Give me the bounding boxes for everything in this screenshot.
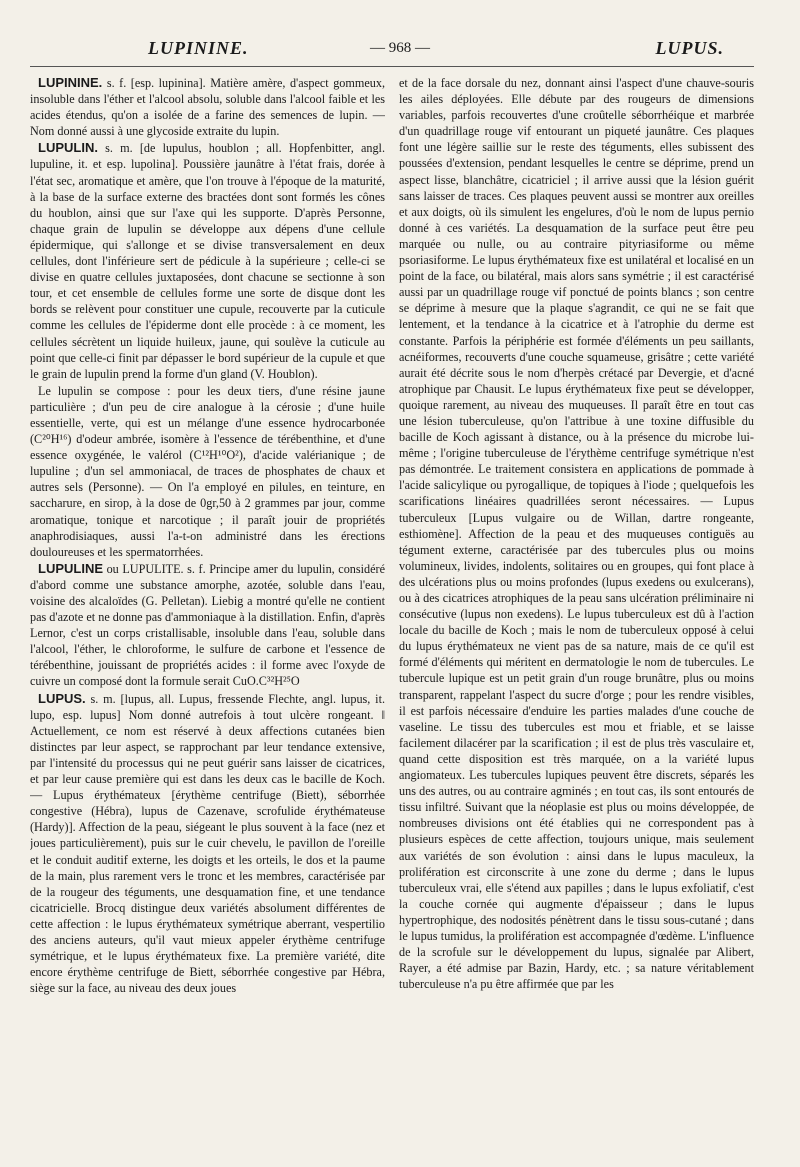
running-head bbox=[30, 30, 754, 67]
entry-lupuline bbox=[30, 561, 385, 690]
lupus-continued-text: et de la face dorsale du nez, donnant ainsi l'aspect d'une chauve-souris les ailes déployées. Elle débute par des rougeurs de dimensions variables, parfois recouvertes d'une croûtelle séborrhéique et marbrée d'un quadrillage rouge vif entourant un piqueté jaunâtre. Ces plaques font une légère saillie sur le reste des téguments, elles subissent des poussées d'extension, pendant lesquelles le centre se déprime, prend un aspect lisse, blanchâtre, cicatriciel ; il arrive aussi que la lésion guérit sans laisser de traces. Ces plaques peuvent aussi se montrer aux oreilles et aux doigts, où ils simulent les engelures, d'où le nom de lupus pernio donné à ces variétés. La desquamation de la surface peut être peu marquée ou nulle, ou au contraire pityriasiforme ou même psoriasiforme. Le lupus érythémateux fixe est unilatéral et localisé en un point de la face, ou bilatéral, mais alors sans symétrie ; il est caractérisé aussi par un quadrillage rouge vif ponctué de points blancs ; son centre se déprime à mesure que la plaque s'agrandit, ce qui ne se fait que lentement, et la tendance à la cicatrice et à l'atrophie du derme est constante. Parfois la périphérie est formée d'éléments un peu saillants, acnéiformes, recouverts d'une couche squameuse, grisâtre ; cette variété aurait été décrite sous le nom d'herpès crétacé par Devergie, et d'acné atrophique par Chausit. Le lupus érythémateux fixe peut se développer, quoique rarement, au niveau des muqueuses. Il paraît être en tout cas une lésion tuberculeuse, qu'on l'attribue à une toxine diffusible du bacille de Koch agissant à distance, ou à la présence du microbe lui-même ; l'origine tuberculeuse de l'érythème centrifuge symétrique n'est pas démontrée. Le traitement consistera en applications de pommade à l'acide salicylique ou pyrogallique, de topiques à l'iode ; quelquefois les scarifications linéaires quadrillées seront nécessaires. — Lupus tuberculeux [Lupus vulgaire ou de Willan, dartre rongeante, esthiomène]. Affection de la peau et des muqueuses contiguës au tégument externe, caractérisée par des tubercules plus ou moins volumineux, livides, indolents, solitaires ou en groupes, qui font place à des ulcérations plus ou moins profondes (lupus exedens ou exulcerans), ou à des cicatrices atrophiques de la peau sans ulcération préliminaire ni consécutive (lupus non exedens). Le lupus tuberculeux est dû à l'action locale du bacille de Koch ; mais le nom de tuberculeux opposé à celui du lupus érythémateux ne vient pas de sa nature, mais de ce qu'il est formé d'éléments qui méritent en dermatologie le nom de tubercules. Le tubercule lupique est un petit grain d'un rouge brunâtre, plus ou moins transparent, rappelant l'aspect du sucre d'orge ; pour les rendre visibles, il est parfois nécessaire d'enduire les parties malades d'une couche de vaseline. Le tissu des tubercules est mou et friable, et se laisse facilement dilacérer par la scarification ; il est de plus très vasculaire et, quand cette disposition est très marquée, on a la variété lupus angiomateux. Les tubercules lupiques peuvent être discrets, séparés les uns des autres, ou au contraire agminés ; en tout cas, ils sont entourés de tissu infiltré. Suivant que la néoplasie est plus ou moins développée, de nombreuses divisions ont été établies qui ne correspondent pas à plusieurs espèces de cette affection, toujours unique, mais seulement aux variétés de son évolution : ainsi dans le lupus maculeux, la prolifération est circonscrite à une zone du derme ; dans le lupus tuberculeux vrai, elle s'étend aux papilles ; dans le lupus exfoliatif, c'est la couche cornée qui augmente d'épaisseur ; dans le lupus hypertrophique, des nodosités pénètrent dans le tissu sous-cutané ; dans le lupus tumidus, la prolifération est accompagnée d'œdème. L'influence de la scrofule sur le développement du lupus, signalée par Alibert, Rayer, a été admise par Bazin, Hardy, etc. ; sa nature véritablement tuberculeuse n'a pu être affirmée que par les bbox=[399, 76, 754, 992]
definition: s. f. [esp. lupinina]. Matière amère, d'aspect gommeux, insoluble dans l'éther et l'alcool absolu, soluble dans l'alcool faible et les acides étendus, qu'on a isolée de a farine des semences de lupin. — Nom donné aussi à une glycoside extraite du lupin. bbox=[30, 76, 385, 139]
entry-lupulin-continued bbox=[30, 383, 385, 560]
text-columns bbox=[30, 75, 754, 1155]
right-column bbox=[399, 75, 754, 1155]
definition: Le lupulin se compose : pour les deux tiers, d'une résine jaune particulière ; d'un peu de cire analogue à la cérosie ; d'une huile essentielle, verte, qui est un mélange d'une essence hydrocarbonée (C²⁰H¹⁶) d'odeur ambrée, isomère à l'essence de térébenthine, et d'une essence oxygénée, le valérol (C¹²H¹⁰O²), d'acide valérianique ; de lupuline ; d'un sel ammoniacal, de traces de phosphates de chaux et autres sels (Personne). — On l'a employé en pilules, en teinture, en saccharure, en sirop, à la dose de 0gr,50 à 2 grammes par jour, comme aromatique, tonique et narcotique ; il paraît jouir de propriétés anaphrodisiaques, aussi l'a-t-on administré dans les érections douloureuses et les spermatorrhées. bbox=[30, 383, 385, 559]
left-column bbox=[30, 75, 385, 1155]
entry-lupulin bbox=[30, 140, 385, 381]
headword: LUPULIN. bbox=[38, 140, 98, 156]
page-number: — 968 — bbox=[370, 40, 430, 56]
definition: s. m. [lupus, all. Lupus, fressende Flechte, angl. lupus, it. lupo, esp. lupus] Nom donné autrefois à tout ulcère rongeant. ‖ Actuellement, ce nom est réservé à deux affections cutanées bien distinctes par leur aspect, se rapprochant par leur tendance extensive, par l'intensité du processus qui ne peut guérir sans laisser de cicatrices, et par leur cause première qui est dans les deux cas le bacille de Koch. — Lupus érythémateux [érythème centrifuge (Biett), séborrhée congestive (Hébra), lupus de Cazenave, scrofulide érythémateuse (Hardy)]. Affection de la peau, siégeant le plus souvent à la face (nez et joues particulièrement), puis sur le cuir chevelu, le pavillon de l'oreille et le conduit auditif externe, les doigts et les orteils, le dos et la paume de la main, plus rarement vers le tronc et les membres, caractérisée par de la rougeur des téguments, une desquamation fine, et une tendance cicatricielle. Brocq distingue deux variétés absolument différentes de cette affection : le lupus érythémateux symétrique aberrant, vespertilio des anciens auteurs, qu'il vaut mieux appeler érythème centrifuge symétrique, et le lupus érythémateux fixe. La première variété, dite encore érythème centrifuge de Biett, séborrhée congestive par Hébra, siège sur la face, au niveau des deux joues bbox=[30, 691, 385, 996]
definition: ou LUPULITE. s. f. Principe amer du lupulin, considéré d'abord comme une substance amorphe, azotée, soluble dans l'eau, voisine des alcaloïdes (G. Pelletan). Liebig a montré qu'elle ne contient pas d'azote et ne donne pas d'ammoniaque à la distillation. Enfin, d'après Lernor, c'est un corps cristallisable, insoluble dans l'eau, soluble dans l'alcool, l'éther, le chloroforme, le sulfure de carbone et l'essence de térébenthine, jouissant de propriétés acides : il forme avec l'oxyde de cuivre un composé dont la formule serait CuO.C³²H²⁵O bbox=[30, 561, 385, 689]
header-right-word: LUPUS. bbox=[655, 38, 724, 58]
entry-lupus bbox=[30, 691, 385, 997]
headword: LUPULINE bbox=[38, 560, 103, 576]
entry-lupinine bbox=[30, 75, 385, 139]
header-left-word: LUPININE. bbox=[148, 38, 249, 58]
headword: LUPUS. bbox=[38, 690, 86, 706]
headword: LUPININE. bbox=[38, 75, 103, 90]
definition: s. m. [de lupulus, houblon ; all. Hopfenbitter, angl. lupuline, it. et esp. lupolina]. Poussière jaunâtre à l'état frais, dorée à l'état sec, aromatique et amère, que l'on trouve à l'époque de la maturité, à la base de la surface externe des bractées dont sont formés les cônes du houblon, ainsi que sur l'axe qui les supporte. D'après Personne, chaque grain de lupulin se développe aux dépens d'une cellule épidermique, qui s'allonge et se divise transversalement en deux cellules, dont l'inférieure sert de pédicule à la supérieure ; celle-ci se divise en quatre cellules juxtaposées, dont chacune se sectionne à son tour, et cet ensemble de cellules forme une sorte de disque dont les bords se relèvent pour constituer une cupule, recouverte par la cuticule comme les cellules de l'épiderme dont elle procède : à ce moment, les cellules sécrètent un liquide huileux, jaune, qui soulève la cuticule au point que celle-ci finit par dépasser le bord supérieur de la cupule et que le grain de lupulin prend la forme d'un gland (V. Houblon). bbox=[30, 141, 385, 381]
